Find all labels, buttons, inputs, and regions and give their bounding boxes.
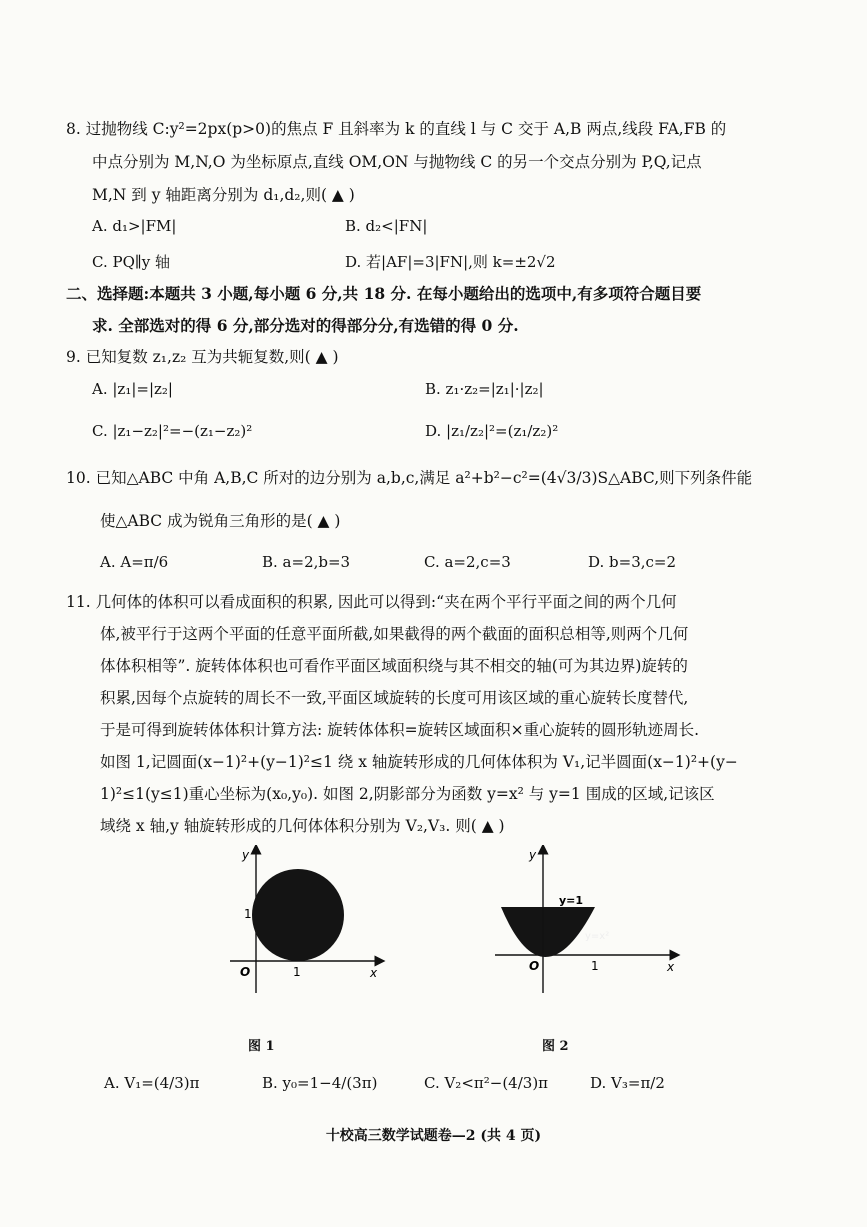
q11-option-b: B. y₀=1−4/(3π) bbox=[262, 1074, 378, 1092]
q8-line1: 8. 过抛物线 C:y²=2px(p>0)的焦点 F 且斜率为 k 的直线 l 与 C 交于 A,B 两点,线段 FA,FB 的 bbox=[66, 120, 727, 138]
q9-option-a: A. |z₁|=|z₂| bbox=[92, 380, 173, 398]
q9-option-c: C. |z₁−z₂|²=−(z₁−z₂)² bbox=[92, 422, 253, 440]
q11-line8: 域绕 x 轴,y 轴旋转形成的几何体体积分别为 V₂,V₃. 则( ▲ ) bbox=[100, 817, 505, 835]
q9-stem: 9. 已知复数 z₁,z₂ 互为共轭复数,则( ▲ ) bbox=[66, 348, 339, 366]
fig2-line-label: y=1 bbox=[559, 894, 584, 907]
fig2-shaded-region bbox=[501, 907, 595, 957]
q10-option-c: C. a=2,c=3 bbox=[424, 553, 511, 571]
q8-option-b: B. d₂<|FN| bbox=[345, 217, 428, 235]
q10-option-a: A. A=π/6 bbox=[100, 553, 169, 571]
q11-line4: 积累,因每个点旋转的周长不一致,平面区域旋转的长度可用该区域的重心旋转长度替代, bbox=[100, 689, 689, 707]
q11-line7: 1)²≤1(y≤1)重心坐标为(x₀,y₀). 如图 2,阴影部分为函数 y=x² 与 y=1 围成的区域,记该区 bbox=[100, 785, 715, 803]
q11-line5: 于是可得到旋转体体积计算方法: 旋转体体积=旋转区域面积×重心旋转的圆形轨迹周长. bbox=[100, 721, 700, 739]
figure-2-parabola bbox=[485, 845, 685, 995]
q10-option-d: D. b=3,c=2 bbox=[588, 553, 677, 571]
fig1-disk bbox=[252, 869, 344, 961]
q11-line1: 11. 几何体的体积可以看成面积的积累, 因此可以得到:“夹在两个平行平面之间的两个几何 bbox=[66, 593, 677, 611]
section2-line1: 二、选择题:本题共 3 小题,每小题 6 分,共 18 分. 在每小题给出的选项中,有多项符合题目要 bbox=[66, 284, 702, 303]
q8-line2: 中点分别为 M,N,O 为坐标原点,直线 OM,ON 与抛物线 C 的另一个交点分别为 P,Q,记点 bbox=[92, 153, 702, 171]
fig1-y-label: y bbox=[242, 848, 250, 862]
q10-line2: 使△ABC 成为锐角三角形的是( ▲ ) bbox=[100, 512, 341, 530]
fig2-caption: 图 2 bbox=[542, 1039, 569, 1054]
q11-line2: 体,被平行于这两个平面的任意平面所截,如果截得的两个截面的面积总相等,则两个几何 bbox=[100, 625, 689, 643]
fig1-caption: 图 1 bbox=[248, 1039, 275, 1054]
q8-option-c: C. PQ∥y 轴 bbox=[92, 253, 171, 271]
q8-line3: M,N 到 y 轴距离分别为 d₁,d₂,则( ▲ ) bbox=[92, 186, 355, 204]
fig1-x-label: x bbox=[370, 966, 378, 980]
page-footer: 十校高三数学试题卷—2 (共 4 页) bbox=[325, 1128, 542, 1144]
figure-1-circle bbox=[220, 845, 390, 995]
q9-option-d: D. |z₁/z₂|²=(z₁/z₂)² bbox=[425, 422, 559, 440]
q9-option-b: B. z₁·z₂=|z₁|·|z₂| bbox=[425, 380, 544, 398]
fig1-tick-x: 1 bbox=[293, 965, 301, 979]
q8-option-d: D. 若|AF|=3|FN|,则 k=±2√2 bbox=[345, 253, 556, 271]
q11-option-a: A. V₁=(4/3)π bbox=[104, 1074, 200, 1092]
fig2-tick-x: 1 bbox=[591, 959, 599, 973]
fig1-origin: O bbox=[240, 965, 251, 979]
q11-option-d: D. V₃=π/2 bbox=[590, 1074, 665, 1092]
fig2-curve-label: y=x² bbox=[585, 931, 610, 942]
q11-line6: 如图 1,记圆面(x−1)²+(y−1)²≤1 绕 x 轴旋转形成的几何体体积为 V₁,记半圆面(x−1)²+(y− bbox=[100, 753, 738, 771]
fig2-x-label: x bbox=[667, 960, 675, 974]
q8-option-a: A. d₁>|FM| bbox=[92, 217, 177, 235]
q10-line1: 10. 已知△ABC 中角 A,B,C 所对的边分别为 a,b,c,满足 a²+b²−c²=(4√3/3)S△ABC,则下列条件能 bbox=[66, 469, 753, 487]
q11-option-c: C. V₂<π²−(4/3)π bbox=[424, 1074, 549, 1092]
fig2-origin: O bbox=[529, 959, 540, 973]
q10-option-b: B. a=2,b=3 bbox=[262, 553, 351, 571]
fig1-tick-y: 1 bbox=[244, 907, 252, 921]
q11-line3: 体体积相等”. 旋转体体积也可看作平面区域面积绕与其不相交的轴(可为其边界)旋转的 bbox=[100, 657, 688, 675]
section2-line2: 求. 全部选对的得 6 分,部分选对的得部分分,有选错的得 0 分. bbox=[92, 316, 519, 335]
fig2-y-label: y bbox=[529, 848, 537, 862]
